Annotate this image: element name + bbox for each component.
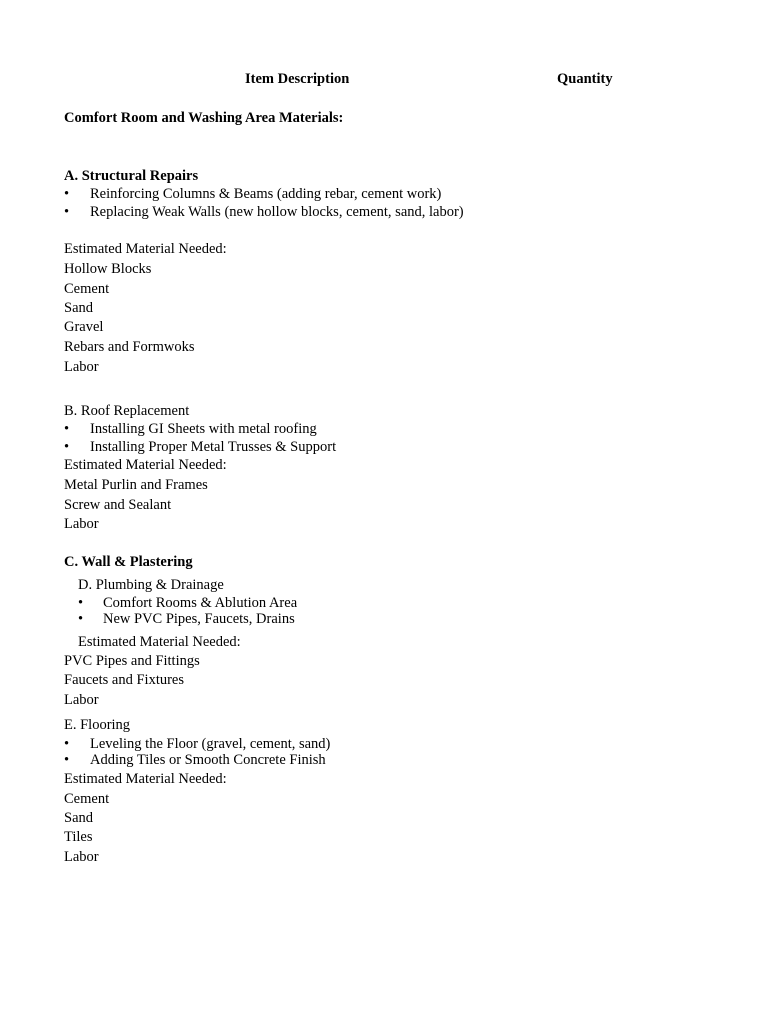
section-d-material: Faucets and Fixtures — [64, 672, 185, 688]
bullet-marker: • — [64, 204, 70, 220]
section-d-material: Labor — [64, 692, 99, 708]
section-d-material: PVC Pipes and Fittings — [64, 653, 200, 669]
section-d-bullet-1: Comfort Rooms & Ablution Area — [103, 595, 298, 611]
section-a-material: Sand — [64, 300, 93, 316]
section-a-bullet-2: Replacing Weak Walls (new hollow blocks, cement, sand, labor) — [90, 204, 464, 220]
section-b-bullet-1: Installing GI Sheets with metal roofing — [90, 421, 317, 437]
bullet-marker: • — [64, 421, 70, 437]
section-a-estimate-label: Estimated Material Needed: — [64, 241, 227, 257]
section-a-material: Cement — [64, 281, 110, 297]
bullet-marker: • — [64, 439, 70, 455]
section-b-material: Screw and Sealant — [64, 497, 172, 513]
section-a-material: Rebars and Formwoks — [64, 339, 195, 355]
section-e-bullet-2: Adding Tiles or Smooth Concrete Finish — [90, 752, 326, 768]
section-e-material: Cement — [64, 791, 110, 807]
document-title: Comfort Room and Washing Area Materials: — [64, 110, 344, 126]
section-d-estimate-label: Estimated Material Needed: — [78, 634, 241, 650]
section-a-heading: A. Structural Repairs — [64, 168, 199, 184]
section-e-estimate-label: Estimated Material Needed: — [64, 771, 227, 787]
bullet-marker: • — [78, 611, 84, 627]
section-d-heading: D. Plumbing & Drainage — [78, 577, 224, 593]
bullet-marker: • — [78, 595, 84, 611]
header-item-description: Item Description — [245, 71, 350, 87]
bullet-marker: • — [64, 752, 70, 768]
header-quantity: Quantity — [557, 71, 613, 87]
section-a-bullet-1: Reinforcing Columns & Beams (adding rebar, cement work) — [90, 186, 442, 202]
section-e-material: Labor — [64, 849, 99, 865]
section-a-material: Labor — [64, 359, 99, 375]
section-b-estimate-label: Estimated Material Needed: — [64, 457, 227, 473]
section-e-material: Tiles — [64, 829, 93, 845]
section-e-heading: E. Flooring — [64, 717, 131, 733]
section-e-bullet-1: Leveling the Floor (gravel, cement, sand) — [90, 736, 331, 752]
bullet-marker: • — [64, 186, 70, 202]
section-a-material: Gravel — [64, 319, 104, 335]
section-b-heading: B. Roof Replacement — [64, 403, 190, 419]
section-d-bullet-2: New PVC Pipes, Faucets, Drains — [103, 611, 295, 627]
section-c-heading: C. Wall & Plastering — [64, 554, 193, 570]
section-b-bullet-2: Installing Proper Metal Trusses & Support — [90, 439, 337, 455]
section-a-material: Hollow Blocks — [64, 261, 152, 277]
bullet-marker: • — [64, 736, 70, 752]
section-e-material: Sand — [64, 810, 93, 826]
section-b-material: Labor — [64, 516, 99, 532]
section-b-material: Metal Purlin and Frames — [64, 477, 208, 493]
